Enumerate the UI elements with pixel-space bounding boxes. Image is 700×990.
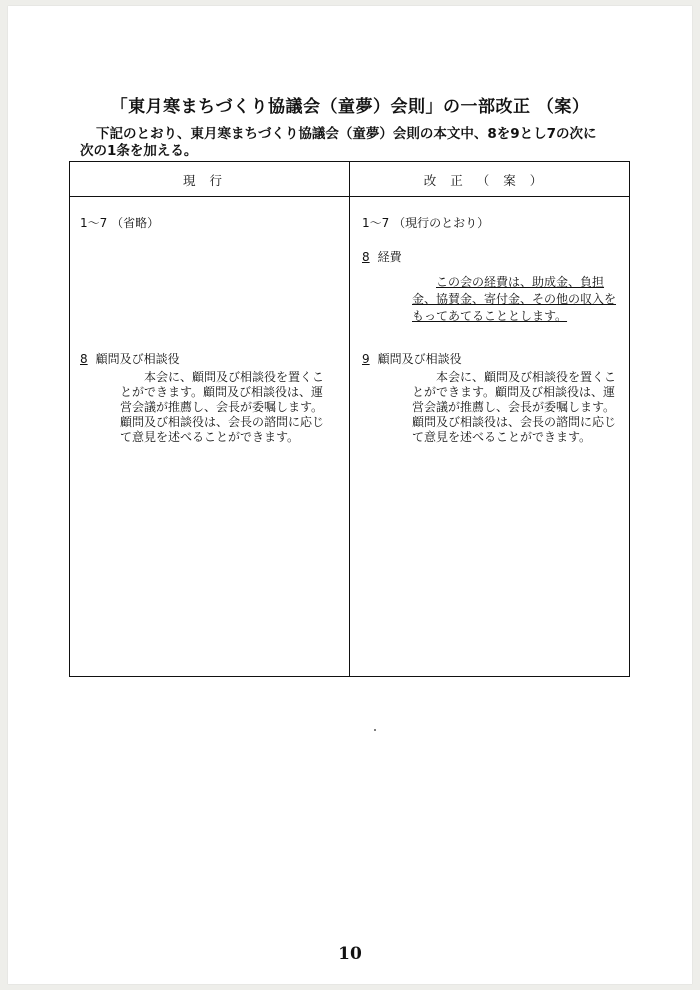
revised-article-heading <box>362 350 462 367</box>
current-ref: 1～7 （省略） <box>80 216 160 230</box>
current-article-body: 本会に、顧問及び相談役を置くことができます。顧問及び相談役は、運営会議が推薦し、会長が委嘱します。顧問及び相談役は、会長の諮問に応じて意見を述べることができます。 <box>120 370 325 444</box>
revised-new-article-num: 8 <box>362 250 370 264</box>
revised-article-num: 9 <box>362 352 370 366</box>
document-page <box>8 6 692 984</box>
column-divider <box>349 162 350 676</box>
revised-article-body: 本会に、顧問及び相談役を置くことができます。顧問及び相談役は、運営会議が推薦し、会長が委嘱します。顧問及び相談役は、会長の諮問に応じて意見を述べることができます。 <box>412 370 617 444</box>
page-number: 10 <box>338 944 362 964</box>
scan-speck <box>374 729 376 731</box>
revised-article-title: 顧問及び相談役 <box>377 352 462 366</box>
intro-line-1: 下記のとおり、東月寒まちづくり協議会（童夢）会則の本文中、8を9とし7の次に <box>96 126 597 142</box>
current-article-heading <box>80 350 180 367</box>
revised-new-article-body: この会の経費は、助成金、負担金、協賛金、寄付金、その他の収入をもってあてることとします。 <box>412 275 617 323</box>
revised-new-article-title: 経費 <box>377 250 402 264</box>
intro-line-2: 次の1条を加える。 <box>80 143 198 159</box>
header-divider <box>70 196 629 197</box>
current-article-num: 8 <box>80 352 88 366</box>
header-current: 現行 <box>182 173 236 188</box>
header-revised: 改正（案） <box>423 173 557 188</box>
current-article-title: 顧問及び相談役 <box>95 352 180 366</box>
intro-text <box>80 126 640 160</box>
comparison-table <box>69 161 630 677</box>
revised-ref: 1～7 （現行のとおり） <box>362 216 490 230</box>
revised-new-article-heading <box>362 248 402 265</box>
document-title: 「東月寒まちづくり協議会（童夢）会則」の一部改正 （案） <box>110 97 590 117</box>
